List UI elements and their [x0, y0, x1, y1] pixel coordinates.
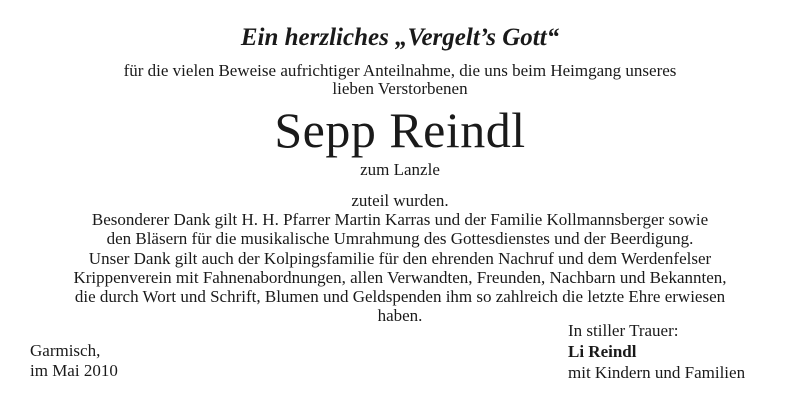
place-date-block: [30, 341, 118, 381]
signature-block: [568, 320, 745, 383]
mourning-label: In stiller Trauer:: [568, 321, 679, 340]
body-line: Krippenverein mit Fahnenabordnungen, allen Verwandten, Freunden, Nachbarn und Bekannten,: [73, 267, 727, 287]
body-line: haben.: [377, 306, 423, 326]
intro-line: lieben Verstorbenen: [332, 79, 468, 98]
deceased-name: Sepp Reindl: [274, 102, 526, 158]
date-text: im Mai 2010: [30, 361, 118, 380]
deceased-nickname: zum Lanzle: [360, 160, 440, 179]
body-line: den Bläsern für die musikalische Umrahmung des Gottesdienstes und der Beerdigung.: [106, 229, 694, 249]
intro-text: [0, 62, 800, 98]
notice-heading: Ein herzliches „Vergelt’s Gott“: [240, 24, 560, 51]
body-line: die durch Wort und Schrift, Blumen und Geldspenden ihm so zahlreich die letzte Ehre erwiesen: [74, 287, 726, 307]
body-line: Unser Dank gilt auch der Kolpingsfamilie für den ehrenden Nachruf und dem Werdenfelser: [88, 248, 712, 268]
signer-name: Li Reindl: [568, 342, 637, 361]
body-line: zuteil wurden.: [351, 191, 449, 210]
intro-line: für die vielen Beweise aufrichtiger Anteilnahme, die uns beim Heimgang unseres: [123, 61, 677, 80]
signer-family: mit Kindern und Familien: [568, 363, 746, 382]
place-text: Garmisch,: [30, 341, 101, 360]
thanks-body: [20, 191, 780, 325]
body-line: Besonderer Dank gilt H. H. Pfarrer Martin Karras und der Familie Kollmannsberger sowie: [91, 210, 709, 230]
